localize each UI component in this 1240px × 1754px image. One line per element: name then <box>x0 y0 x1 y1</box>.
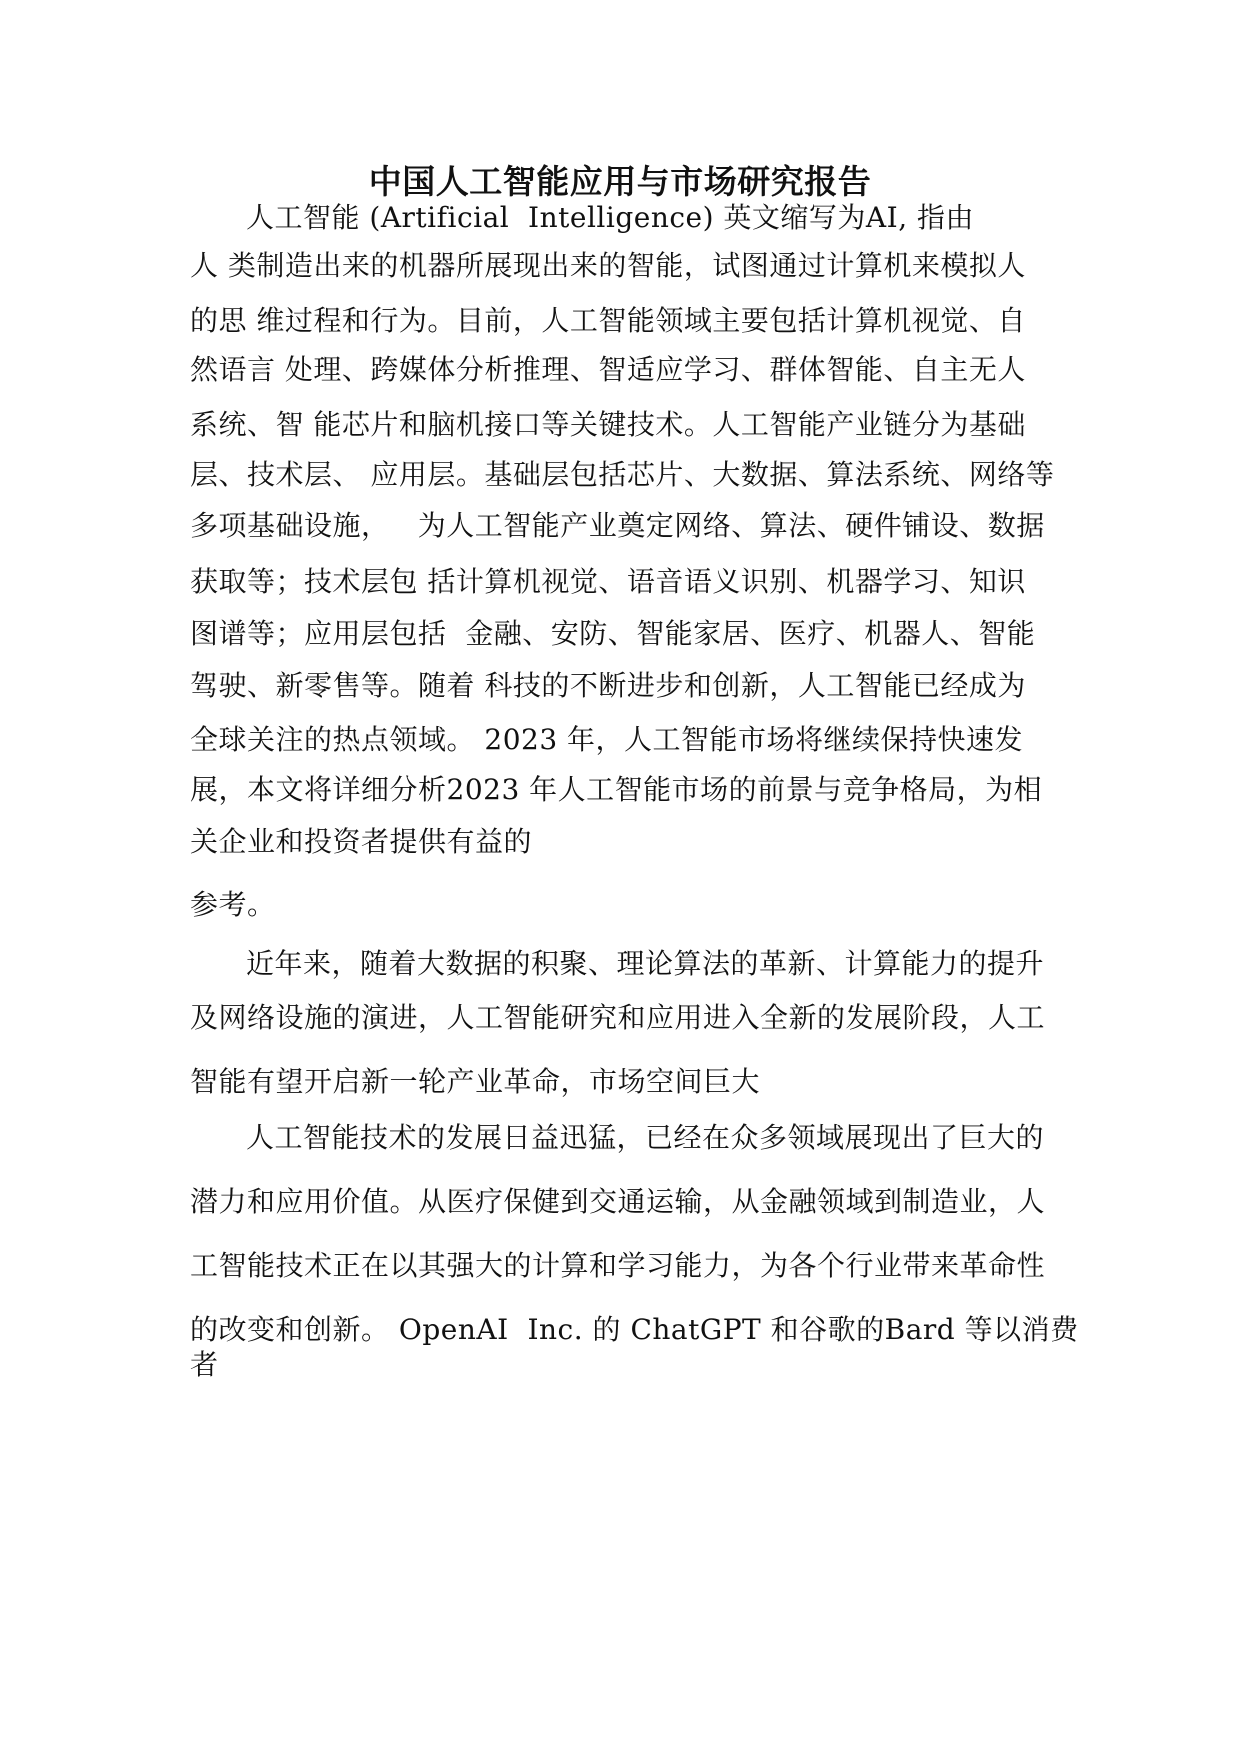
paragraph-4-line-3: 工智能技术正在以其强大的计算和学习能力，为各个行业带来革命性 <box>190 1249 1046 1282</box>
paragraph-1-line-8: 获取等；技术层包 括计算机视觉、语音语义识别、机器学习、知识 <box>190 565 1026 598</box>
paragraph-1-line-1: 人工智能 (Artificial Intelligence) 英文缩写为AI, 指由 <box>246 201 975 234</box>
paragraph-1-line-5: 系统、智 能芯片和脑机接口等关键技术。人工智能产业链分为基础 <box>190 408 1026 441</box>
paragraph-4-line-5: 者 <box>190 1348 219 1381</box>
paragraph-2-line-1: 参考。 <box>190 888 276 921</box>
paragraph-1-line-10: 驾驶、新零售等。随着 科技的不断进步和创新，人工智能已经成为 <box>190 669 1026 702</box>
paragraph-1-line-12: 展，本文将详细分析2023 年人工智能市场的前景与竞争格局，为相 <box>190 773 1043 806</box>
document-title: 中国人工智能应用与市场研究报告 <box>368 162 872 201</box>
paragraph-3-line-3: 智能有望开启新一轮产业革命，市场空间巨大 <box>190 1065 761 1098</box>
paragraph-3-line-2: 及网络设施的演进，人工智能研究和应用进入全新的发展阶段，人工 <box>190 1001 1046 1034</box>
paragraph-4-line-2: 潜力和应用价值。从医疗保健到交通运输，从金融领域到制造业，人 <box>190 1185 1046 1218</box>
paragraph-4-line-1: 人工智能技术的发展日益迅猛，已经在众多领域展现出了巨大的 <box>246 1121 1045 1154</box>
paragraph-1-line-7: 多项基础设施， 为人工智能产业奠定网络、算法、硬件铺设、数据 <box>190 509 1045 542</box>
paragraph-1-line-13: 关企业和投资者提供有益的 <box>190 825 533 858</box>
paragraph-1-line-2: 人 类制造出来的机器所展现出来的智能，试图通过计算机来模拟人 <box>190 249 1026 282</box>
paragraph-1-line-4: 然语言 处理、跨媒体分析推理、智适应学习、群体智能、自主无人 <box>190 353 1026 386</box>
paragraph-1-line-6: 层、技术层、 应用层。基础层包括芯片、大数据、算法系统、网络等 <box>190 458 1055 491</box>
paragraph-1-line-9: 图谱等；应用层包括 金融、安防、智能家居、医疗、机器人、智能 <box>190 617 1036 650</box>
paragraph-1-line-3: 的思 维过程和行为。目前，人工智能领域主要包括计算机视觉、自 <box>190 304 1026 337</box>
paragraph-1-line-11: 全球关注的热点领域。 2023 年，人工智能市场将继续保持快速发 <box>190 723 1024 756</box>
paragraph-3-line-1: 近年来，随着大数据的积聚、理论算法的革新、计算能力的提升 <box>246 947 1045 980</box>
paragraph-4-line-4: 的改变和创新。 OpenAI Inc. 的 ChatGPT 和谷歌的Bard 等以消费 <box>190 1313 1079 1346</box>
